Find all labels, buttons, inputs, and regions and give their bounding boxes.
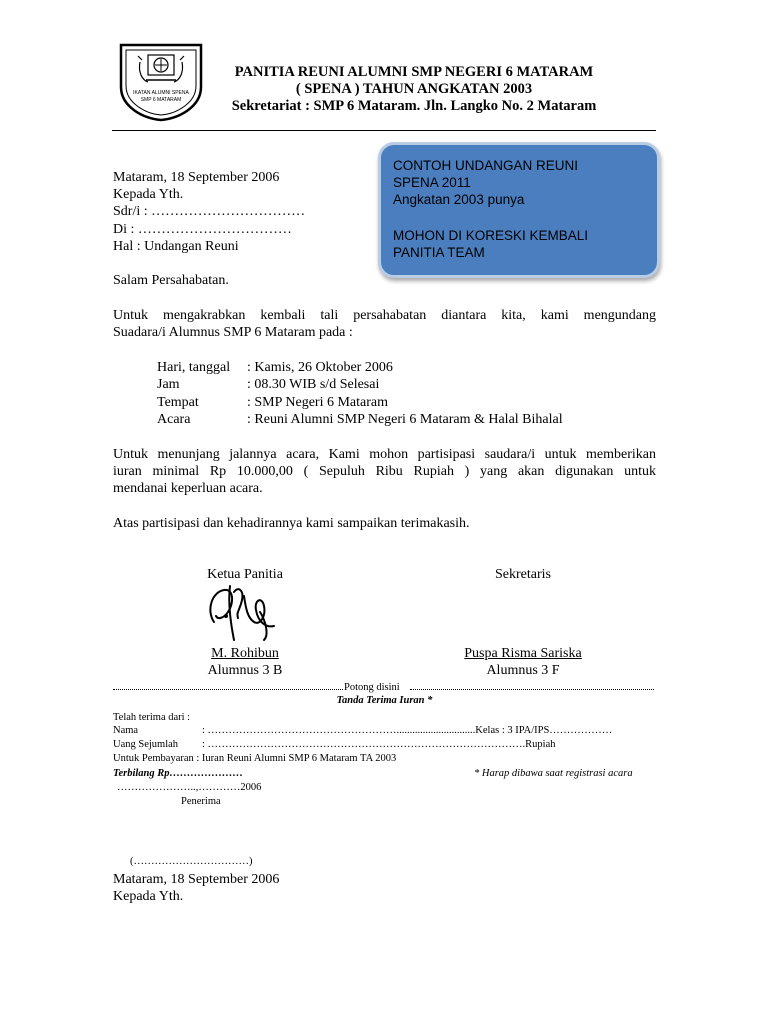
receipt-note: * Harap dibawa saat registrasi acara [474,768,633,779]
detail-label-jam: Jam [157,377,180,392]
letter-di: Di : …………………………… [113,222,292,237]
logo-text-line2: SMP 6 MATARAM [140,97,182,103]
overlay-note-line2: SPENA 2011 [393,175,471,190]
signature-left-sub: Alumnus 3 B [207,663,283,678]
overlay-note-line1: CONTOH UNDANGAN REUNI [393,158,579,173]
letter-salam: Salam Persahabatan. [113,273,229,288]
receipt-sign-blank: (……………………………) [130,856,253,867]
receipt-nama-label: Nama [113,725,139,736]
letter-para2-line3: mendanai keperluan acara. [113,481,263,496]
signature-right-sub: Alumnus 3 F [486,663,560,678]
signature-right-name: Puspa Risma Sariska [464,646,582,661]
receipt-terbilang: Terbilang Rp………………… [113,768,243,779]
receipt-title: Tanda Terima Iuran * [336,695,433,706]
cut-line-left [113,689,343,690]
receipt-telah: Telah terima dari : [113,712,191,723]
letter-sdr: Sdr/i : …………………………… [113,204,306,219]
header-line-1: PANITIA REUNI ALUMNI SMP NEGERI 6 MATARAM [234,64,594,80]
receipt-nama-value: : ………………………………………………..............................Kelas : 3 IPA/IPS……………… [202,725,613,736]
header-divider [112,130,656,131]
letter-date: Mataram, 18 September 2006 [113,170,280,185]
cut-label: Potong disini [344,682,400,693]
letter-para2-line1: Untuk menunjang jalannya acara, Kami mohon partisipasi saudara/i untuk memberikan [113,447,656,462]
logo-text-line1: IKATAN ALUMNI SPENA [133,90,189,96]
letter-closing: Atas partisipasi dan kehadirannya kami sampaikan terimakasih. [113,516,470,531]
signature-right-title: Sekretaris [495,567,551,582]
receipt-date-line: …………………..,…………2006 [117,782,262,793]
receipt-uang-label: Uang Sejumlah [113,739,179,750]
cut-line-right [410,689,654,690]
header-line-2: ( SPENA ) TAHUN ANGKATAN 2003 [295,81,533,97]
detail-label-acara: Acara [157,412,191,427]
footer-kepada: Kepada Yth. [113,889,184,904]
shield-logo-icon [118,42,204,122]
detail-label-hari: Hari, tanggal [157,360,231,375]
receipt-penerima: Penerima [181,796,221,807]
receipt-uang-value: : ……………………………………………………………………………….Rupiah [202,739,556,750]
letter-hal: Hal : Undangan Reuni [113,239,239,254]
overlay-note-line4: MOHON DI KORESKI KEMBALI [393,228,589,243]
footer-date: Mataram, 18 September 2006 [113,872,280,887]
detail-value-hari: : Kamis, 26 Oktober 2006 [247,360,393,375]
detail-value-acara: : Reuni Alumni SMP Negeri 6 Mataram & Halal Bihalal [247,412,563,427]
detail-label-tempat: Tempat [157,395,199,410]
letter-para1-line1: Untuk mengakrabkan kembali tali persahabatan diantara kita, kami mengundang [113,308,656,323]
detail-value-jam: : 08.30 WIB s/d Selesai [247,377,380,392]
letter-para1-line2: Suadara/i Alumnus SMP 6 Mataram pada : [113,325,353,340]
overlay-note-line3: Angkatan 2003 punya [393,192,525,207]
signature-left-name: M. Rohibun [211,646,279,661]
letter-kepada: Kepada Yth. [113,187,184,202]
header-line-3: Sekretariat : SMP 6 Mataram. Jln. Langko No. 2 Mataram [231,98,597,114]
signature-left-title: Ketua Panitia [207,567,283,582]
handwritten-signature [204,582,282,644]
overlay-note-line5: PANITIA TEAM [393,245,485,260]
receipt-untuk: Untuk Pembayaran : Iuran Reuni Alumni SMP 6 Mataram TA 2003 [113,753,397,764]
letter-para2-line2: iuran minimal Rp 10.000,00 ( Sepuluh Ribu Rupiah ) yang akan digunakan untuk [113,464,656,479]
committee-logo [118,42,204,122]
detail-value-tempat: : SMP Negeri 6 Mataram [247,395,389,410]
